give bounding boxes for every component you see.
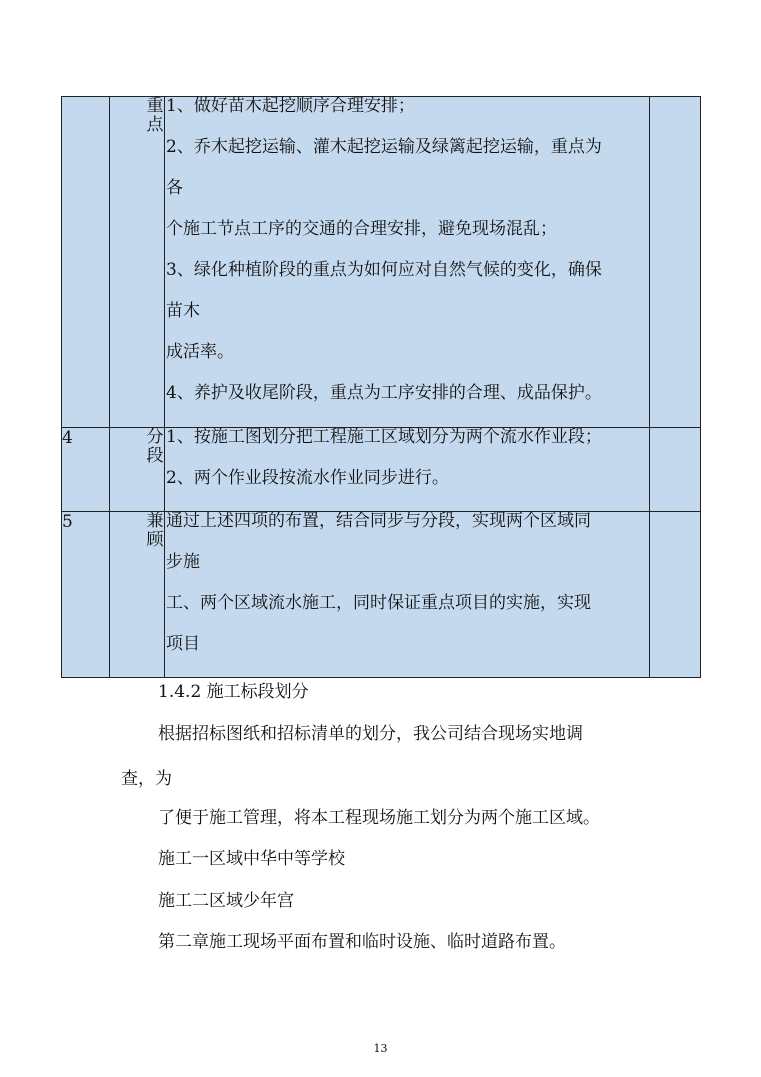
table-row xyxy=(62,512,701,678)
row-number: 5 xyxy=(62,512,110,678)
row-label: 重点 xyxy=(146,96,164,135)
content-line: 2、两个作业段按流水作业同步进行。 xyxy=(166,468,449,488)
section-heading: 1.4.2 施工标段划分 xyxy=(158,682,309,702)
content-line: 1、按施工图划分把工程施工区域划分为两个流水作业段； xyxy=(166,427,602,447)
content-line: 成活率。 xyxy=(166,342,234,362)
row-content xyxy=(165,428,650,512)
zone-two: 施工二区域少年宫 xyxy=(158,891,294,911)
content-line: 2、乔木起挖运输、灌木起挖运输及绿篱起挖运输，重点为 xyxy=(166,137,602,157)
construction-plan-table xyxy=(61,96,701,678)
row-label: 兼顾 xyxy=(146,511,164,550)
row-number xyxy=(62,97,110,428)
empty-cell xyxy=(650,97,701,428)
empty-cell xyxy=(650,512,701,678)
paragraph-line: 根据招标图纸和招标清单的划分，我公司结合现场实地调 xyxy=(158,724,583,744)
content-line: 通过上述四项的布置，结合同步与分段，实现两个区域同 xyxy=(166,511,591,531)
table-row xyxy=(62,428,701,512)
content-line: 4、养护及收尾阶段，重点为工序安排的合理、成品保护。 xyxy=(166,383,602,403)
chapter-heading: 第二章施工现场平面布置和临时设施、临时道路布置。 xyxy=(158,932,566,952)
content-line: 各 xyxy=(166,178,183,198)
content-line: 1、做好苗木起挖顺序合理安排； xyxy=(166,96,415,116)
row-content xyxy=(165,97,650,428)
content-line: 苗木 xyxy=(166,301,200,321)
paragraph-line: 了便于施工管理，将本工程现场施工划分为两个施工区域。 xyxy=(158,808,600,828)
content-line: 工、两个区域流水施工，同时保证重点项目的实施，实现 xyxy=(166,593,591,613)
table-row xyxy=(62,97,701,428)
page-number: 13 xyxy=(373,1042,388,1055)
content-line: 3、绿化种植阶段的重点为如何应对自然气候的变化，确保 xyxy=(166,260,602,280)
empty-cell xyxy=(650,428,701,512)
content-line: 项目 xyxy=(166,634,200,654)
row-label: 分段 xyxy=(146,427,164,466)
paragraph-line: 查，为 xyxy=(121,769,172,789)
zone-one: 施工一区域中华中等学校 xyxy=(158,849,345,869)
row-number: 4 xyxy=(62,428,110,512)
content-line: 步施 xyxy=(166,552,200,572)
content-line: 个施工节点工序的交通的合理安排，避免现场混乱； xyxy=(166,219,557,239)
row-content xyxy=(165,512,650,678)
